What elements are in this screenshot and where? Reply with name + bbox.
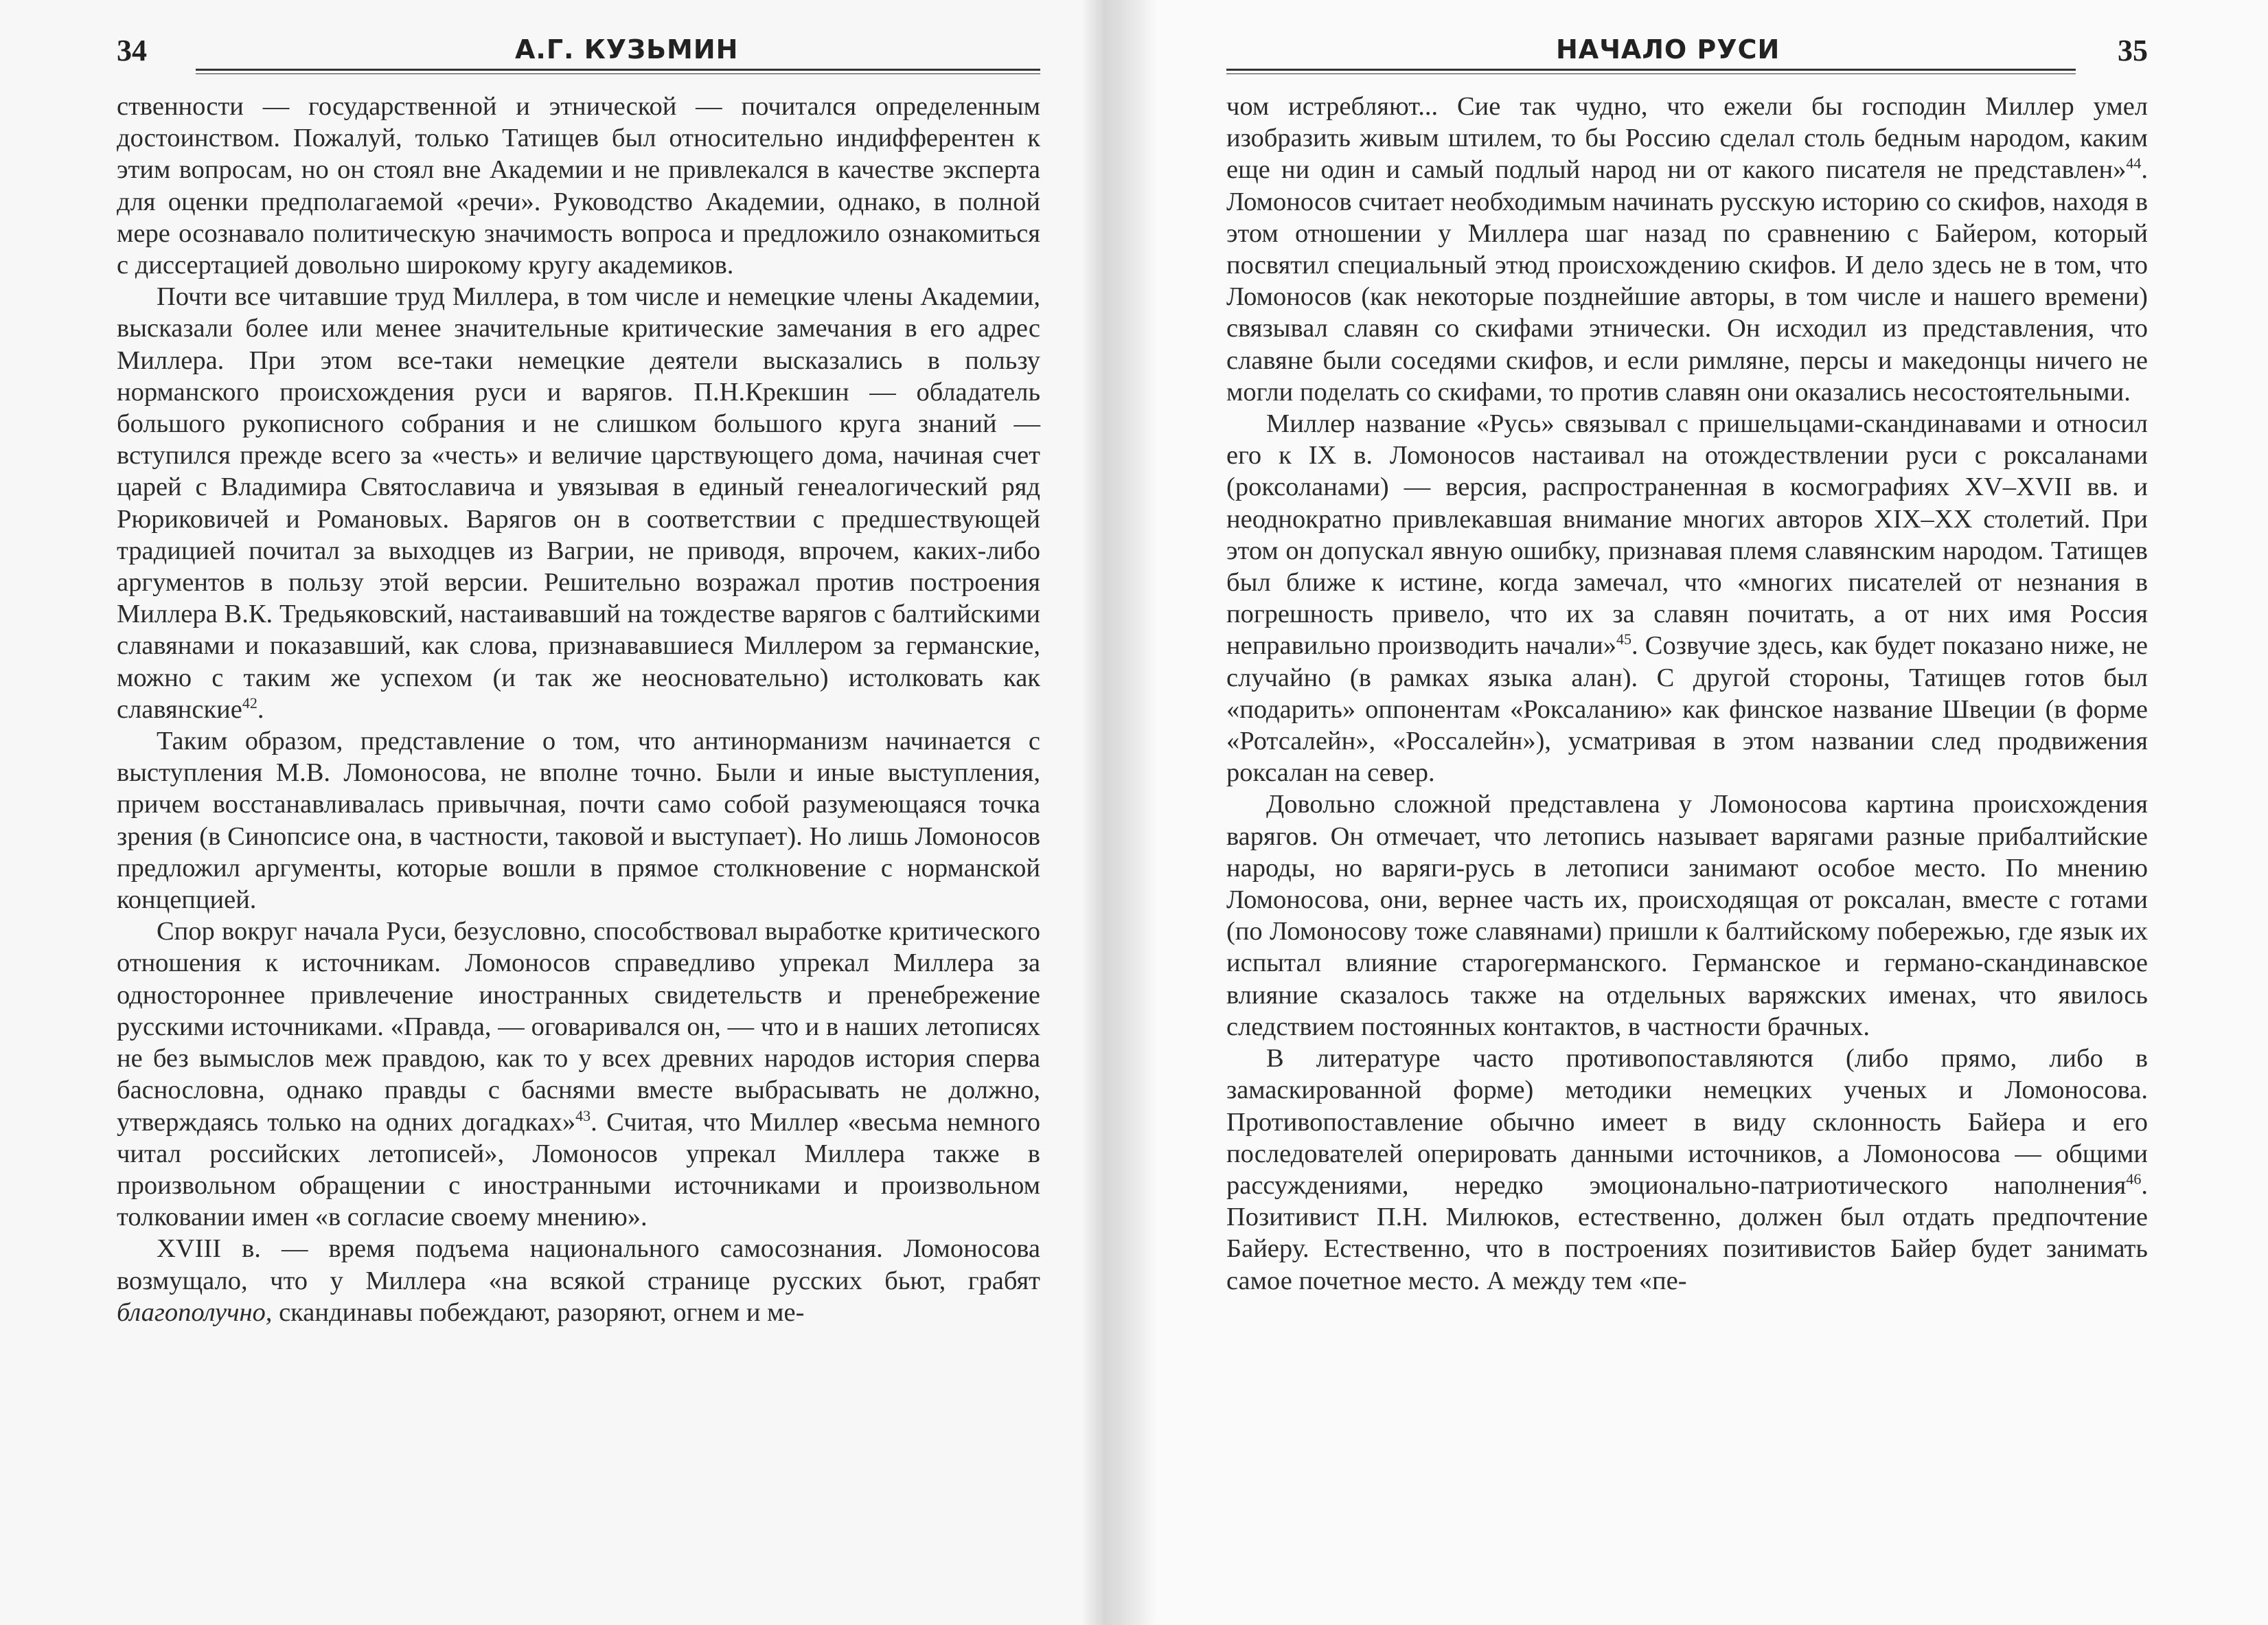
footnote-ref: 45 [1616,630,1631,648]
footnote-ref: 44 [2126,155,2142,172]
book-gutter-shadow [1081,0,1157,1625]
header-rule [196,69,1040,74]
left-page-body [117,91,1040,1328]
footnote-ref: 46 [2126,1170,2142,1188]
paragraph [117,916,1040,1233]
text-run: XVIII в. — время подъема национального самосознания. Ломоносова возмущало, что у Миллера «на всякой странице русских бьют, грабят [117,1234,1040,1295]
paragraph [117,281,1040,725]
right-page [1099,0,2268,1625]
footnote-ref: 42 [242,694,257,712]
text-run: ственности — государственной и этнической — почитался определенным достоинством. Пожалуй, только Татищев был относительно индифферентен к этим вопросам, но он стоял вне Академии и не привлекался в качестве эксперта для оценки предполагаемой «речи». Руководство Академии, однако, в полной мере осознавало политическую значимость вопроса и предложило ознакомиться с диссертацией довольно широкому кругу академиков. [117,92,1040,280]
paragraph [1226,1043,2148,1297]
text-run: . Позитивист П.Н. Милюков, естественно, должен был отдать предпочтение Байеру. Естественно, что в построениях позитивистов Байер будет занимать самое почетное место. А между тем «пе- [1226,1170,2148,1295]
text-run: Миллер название «Русь» связывал с пришельцами-скандинавами и относил его к IX в. Ломоносов настаивал на отождествлении руси с роксаланами (роксоланами) — версия, распространенная в космографиях XV–XVII вв. и неоднократно привлекавшая внимание многих авторов XIX–XX столетий. При этом он допускал явную ошибку, признавая племя славянским народом. Татищев был ближе к истине, когда замечал, что «многих писателей от незнания в погрешность привело, что их за славян почитать, а от них имя Россия неправильно производить начали» [1226,409,2148,661]
paragraph [1226,408,2148,788]
paragraph [1226,91,2148,408]
text-run: Таким образом, представление о том, что антинорманизм начинается с выступления М.В. Ломоносова, не вполне точно. Были и иные выступления, причем восстанавливалась привычная, почти само собой разумеющаяся точка зрения (в Синопсисе она, в частности, таковой и выступает). Но лишь Ломоносов предложил аргументы, которые вошли в прямое столкновение с норманской концепцией. [117,727,1040,915]
paragraph [117,91,1040,281]
running-head-title: НАЧАЛО РУСИ [1556,34,1780,65]
running-head-author: А.Г. КУЗЬМИН [515,34,739,65]
right-page-header [1226,33,2148,74]
footnote-ref: 43 [575,1106,591,1124]
header-rule [1226,69,2076,74]
paragraph [117,725,1040,916]
paragraph [1226,788,2148,1043]
text-run: Спор вокруг начала Руси, безусловно, способствовал выработке критического отношения к источникам. Ломоносов справедливо упрекал Миллера за одностороннее привлечение иностранных свидетельств и пренебрежение русскими источниками. «Правда, — оговаривался он, — что и в наших летописях не без вымыслов меж правдою, как то у всех древних народов история сперва баснословна, однако правды с баснями вместе выбрасывать не должно, утверждаясь только на одних догадках» [117,917,1040,1137]
page-number: 34 [117,34,147,67]
text-run: Почти все читавшие труд Миллера, в том числе и немецкие члены Академии, высказали более или менее значительные критические замечания в его адрес Миллера. При этом все-таки немецкие деятели высказались в пользу норманского происхождения руси и варягов. П.Н.Крекшин — обладатель большого рукописного собрания и не слишком большого круга знаний — вступился прежде всего за «честь» и величие царствующего дома, начиная счет царей с Владимира Святославича и увязывая в единый генеалогический ряд Рюриковичей и Романовых. Варягов он в соответствии с предшествующей традицией почитал за выходцев из Вагрии, не приводя, впрочем, каких-либо аргументов в пользу этой версии. Решительно возражал против построения Миллера В.К. Тредьяковский, настаивавший на тождестве варягов с балтийскими славянами и показавший, как слова, признававшиеся Миллером за германские, можно с таким же успехом (и так же неосновательно) истолковать как славянские [117,282,1040,724]
text-run: . Ломоносов считает необходимым начинать русскую историю со скифов, находя в этом отношении у Миллера шаг назад по сравнению с Байером, который посвятил специальный этюд происхождению скифов. И дело здесь не в том, что Ломоносов (как некоторые позднейшие авторы, в том числе и нашего времени) связывал славян со скифами этнически. Он исходил из представления, что славяне были соседями скифов, и если римляне, персы и македонцы ничего не могли поделать со скифами, то против славян они оказались несостоятельными. [1226,155,2148,407]
text-run: чом истребляют... Сие так чудно, что ежели бы господин Миллер умел изобразить живым штилем, то бы Россию сделал столь бедным народом, каким еще ни один и самый подлый народ ни от какого писателя не представлен» [1226,92,2148,185]
paragraph [117,1233,1040,1328]
text-run: Довольно сложной представлена у Ломоносова картина происхождения варягов. Он отмечает, что летопись называет варягами разные прибалтийские народы, но варяги-русь в летописи занимают особое место. По мнению Ломоносова, они, вернее часть их, происходящая от роксалан, вместе с готами (по Ломоносову тоже славянами) пришли к балтийскому побережью, где язык их испытал влияние старогерманского. Германское и германо-скандинавское влияние сказалось также на отдельных варяжских именах, что явилось следствием постоянных контактов, в частности брачных. [1226,790,2148,1041]
text-run: . Созвучие здесь, как будет показано ниже, не случайно (в рамках языка алан). С другой стороны, Татищев готов был «подарить» оппонентам «Роксаланию» как финское название Швеции (в форме «Ротсалейн», «Россалейн»), усматривая в этом названии след продвижения роксалан на север. [1226,631,2148,788]
text-run: В литературе часто противопоставляются (либо прямо, либо в замаскированной форме) методики немецких ученых и Ломоносова. Противопоставление обычно имеет в виду склонность Байера и его последователей оперировать данными источников, а Ломоносова — общими рассуждениями, нередко эмоционально-патриотического наполнения [1226,1044,2148,1200]
text-run: скандинавы побеждают, разоряют, огнем и ме- [272,1297,805,1327]
left-page-header [117,33,1040,74]
text-run: . Считая, что Миллер «весьма немного читал российских летописей», Ломоносов упрекал Миллера также в произвольном обращении с иностранными источниками и произвольном толковании имен «в согласие своему мнению». [117,1107,1040,1232]
page-number: 35 [2118,34,2148,67]
right-page-body [1226,91,2148,1297]
text-run: . [257,694,264,724]
left-page [0,0,1099,1625]
emphasis-text: благополучно, [117,1297,273,1327]
